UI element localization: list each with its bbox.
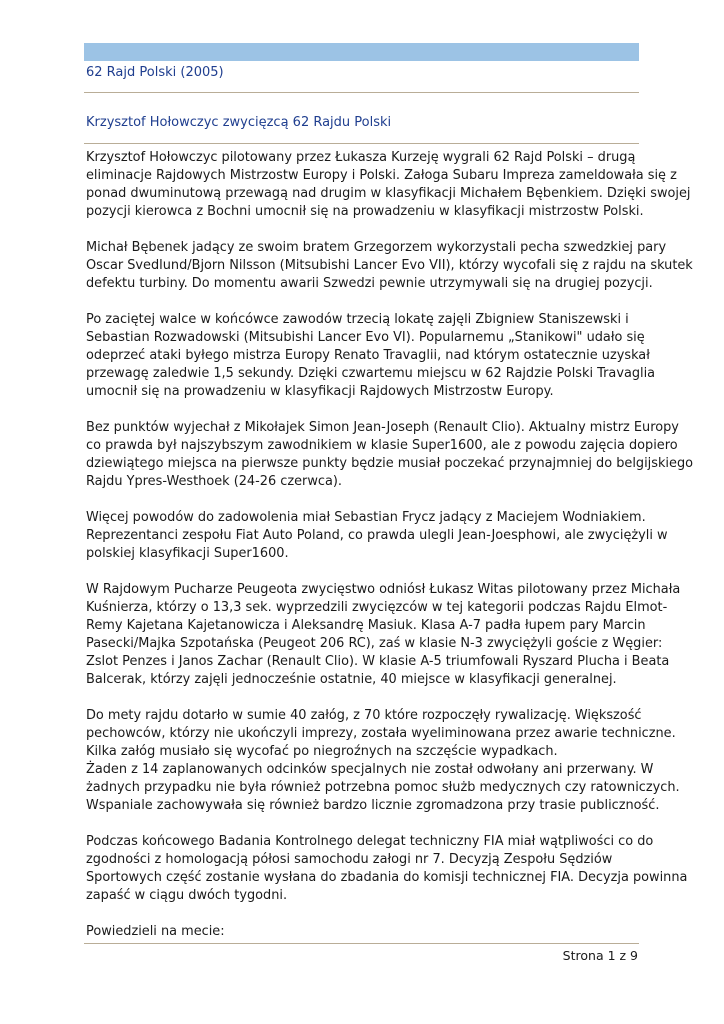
text-line: Podczas końcowego Badania Kontrolnego delegat techniczny FIA miał wątpliwości co do: [86, 834, 654, 849]
document-header-title: 62 Rajd Polski (2005): [86, 65, 224, 80]
text-line: dziewiątego miejsca na pierwsze punkty będzie musiał poczekać przynajmniej do belgijskiego: [86, 456, 694, 471]
header-color-bar: [84, 43, 639, 61]
text-line: eliminacje Rajdowych Mistrzostw Europy i Polski. Załoga Subaru Impreza zameldowała się z: [86, 168, 677, 183]
paragraph: [86, 311, 656, 401]
text-line: żadnych przypadku nie była również potrzebna pomoc służb medycznych czy ratowniczych.: [86, 780, 680, 795]
title-divider: [84, 143, 639, 144]
text-line: zapaść w ciągu dwóch tygodni.: [86, 888, 288, 903]
text-line: Sebastian Rozwadowski (Mitsubishi Lancer Evo VI). Popularnemu „Stanikowi" udało się: [86, 330, 645, 345]
text-line: polskiej klasyfikacji Super1600.: [86, 546, 289, 561]
paragraph: [86, 239, 693, 293]
text-line: W Rajdowym Pucharze Peugeota zwycięstwo odniósł Łukasz Witas pilotowany przez Michała: [86, 582, 681, 597]
text-line: Powiedzieli na mecie:: [86, 924, 225, 939]
text-line: Rajdu Ypres-Westhoek (24-26 czerwca).: [86, 474, 343, 489]
text-line: Bez punktów wyjechał z Mikołajek Simon Jean-Joseph (Renault Clio). Aktualny mistrz Europy: [86, 420, 679, 435]
text-line: defektu turbiny. Do momentu awarii Szwedzi pewnie utrzymywali się na drugiej pozycji.: [86, 276, 653, 291]
text-line: co prawda był najszybszym zawodnikiem w klasie Super1600, ale z powodu zajęcia dopiero: [86, 438, 678, 453]
article-title: Krzysztof Hołowczyc zwycięzcą 62 Rajdu Polski: [86, 115, 392, 130]
text-line: Reprezentanci zespołu Fiat Auto Poland, co prawda ulegli Jean-Joesphowi, ale zwyciężyli w: [86, 528, 668, 543]
text-line: zgodności z homologacją półosi samochodu załogi nr 7. Decyzją Zespołu Sędziów: [86, 852, 613, 867]
header-divider: [84, 92, 639, 93]
paragraph: [86, 833, 688, 905]
text-line: odeprzeć ataki byłego mistrza Europy Renato Travaglii, nad którym ostatecznie uzyskał: [86, 348, 650, 363]
text-line: Kilka załóg musiało się wycofać po niegroźnych na szczęście wypadkach.: [86, 744, 558, 759]
text-line: Po zaciętej walce w końcówce zawodów trzecią lokatę zajęli Zbigniew Staniszewski i: [86, 312, 629, 327]
article-body: [86, 149, 694, 959]
paragraph: [86, 509, 668, 563]
text-line: Pasecki/Majka Szpotańska (Peugeot 206 RC), zaś w klasie N-3 zwyciężyli goście z Węgier:: [86, 636, 663, 651]
text-line: Do mety rajdu dotarło w sumie 40 załóg, z 70 które rozpoczęły rywalizację. Większość: [86, 708, 642, 723]
text-line: pozycji kierowca z Bochni umocnił się na prowadzeniu w klasyfikacji mistrzostw Polski.: [86, 204, 644, 219]
text-line: Michał Bębenek jadący ze swoim bratem Grzegorzem wykorzystali pecha szwedzkiej pary: [86, 240, 667, 255]
text-line: pechowców, którzy nie ukończyli imprezy, została wyeliminowana przez awarie techniczne.: [86, 726, 676, 741]
footer-divider: [84, 943, 639, 944]
text-line: Sportowych część zostanie wysłana do zbadania do komisji technicznej FIA. Decyzja powinna: [86, 870, 688, 885]
text-line: Żaden z 14 zaplanowanych odcinków specjalnych nie został odwołany ani przerwany. W: [86, 762, 654, 777]
text-line: Więcej powodów do zadowolenia miał Sebastian Frycz jadący z Maciejem Wodniakiem.: [86, 510, 646, 525]
paragraph: [86, 581, 681, 689]
paragraph: [86, 149, 691, 221]
text-line: Zslot Penzes i Janos Zachar (Renault Clio). W klasie A-5 triumfowali Ryszard Plucha i Beata: [86, 654, 670, 669]
text-line: ponad dwuminutową przewagą nad drugim w klasyfikacji Michałem Bębenkiem. Dzięki swojej: [86, 186, 691, 201]
paragraph: [86, 707, 680, 815]
text-line: przewagę zaledwie 1,5 sekundy. Dzięki czwartemu miejscu w 62 Rajdzie Polski Travaglia: [86, 366, 656, 381]
text-line: Oscar Svedlund/Bjorn Nilsson (Mitsubishi Lancer Evo VII), którzy wycofali się z rajdu na skutek: [86, 258, 693, 273]
text-line: Remy Kajetana Kajetanowicza i Aleksandrę Masiuk. Klasa A-7 padła łupem pary Marcin: [86, 618, 646, 633]
paragraph: [86, 923, 646, 941]
text-line: Krzysztof Hołowczyc pilotowany przez Łukasza Kurzeję wygrali 62 Rajd Polski – drugą: [86, 150, 636, 165]
text-line: Wspaniale zachowywała się również bardzo licznie zgromadzona przy trasie publiczność.: [86, 798, 660, 813]
page-number: Strona 1 z 9: [562, 948, 638, 963]
text-line: Kuśnierza, którzy o 13,3 sek. wyprzedzili zwycięzców w tej kategorii podczas Rajdu Elmot-: [86, 600, 668, 615]
paragraph: [86, 419, 694, 491]
text-line: umocnił się na prowadzeniu w klasyfikacji Rajdowych Mistrzostw Europy.: [86, 384, 554, 399]
text-line: Balcerak, którzy zajęli jednocześnie ostatnie, 40 miejsce w klasyfikacji generalnej.: [86, 672, 617, 687]
